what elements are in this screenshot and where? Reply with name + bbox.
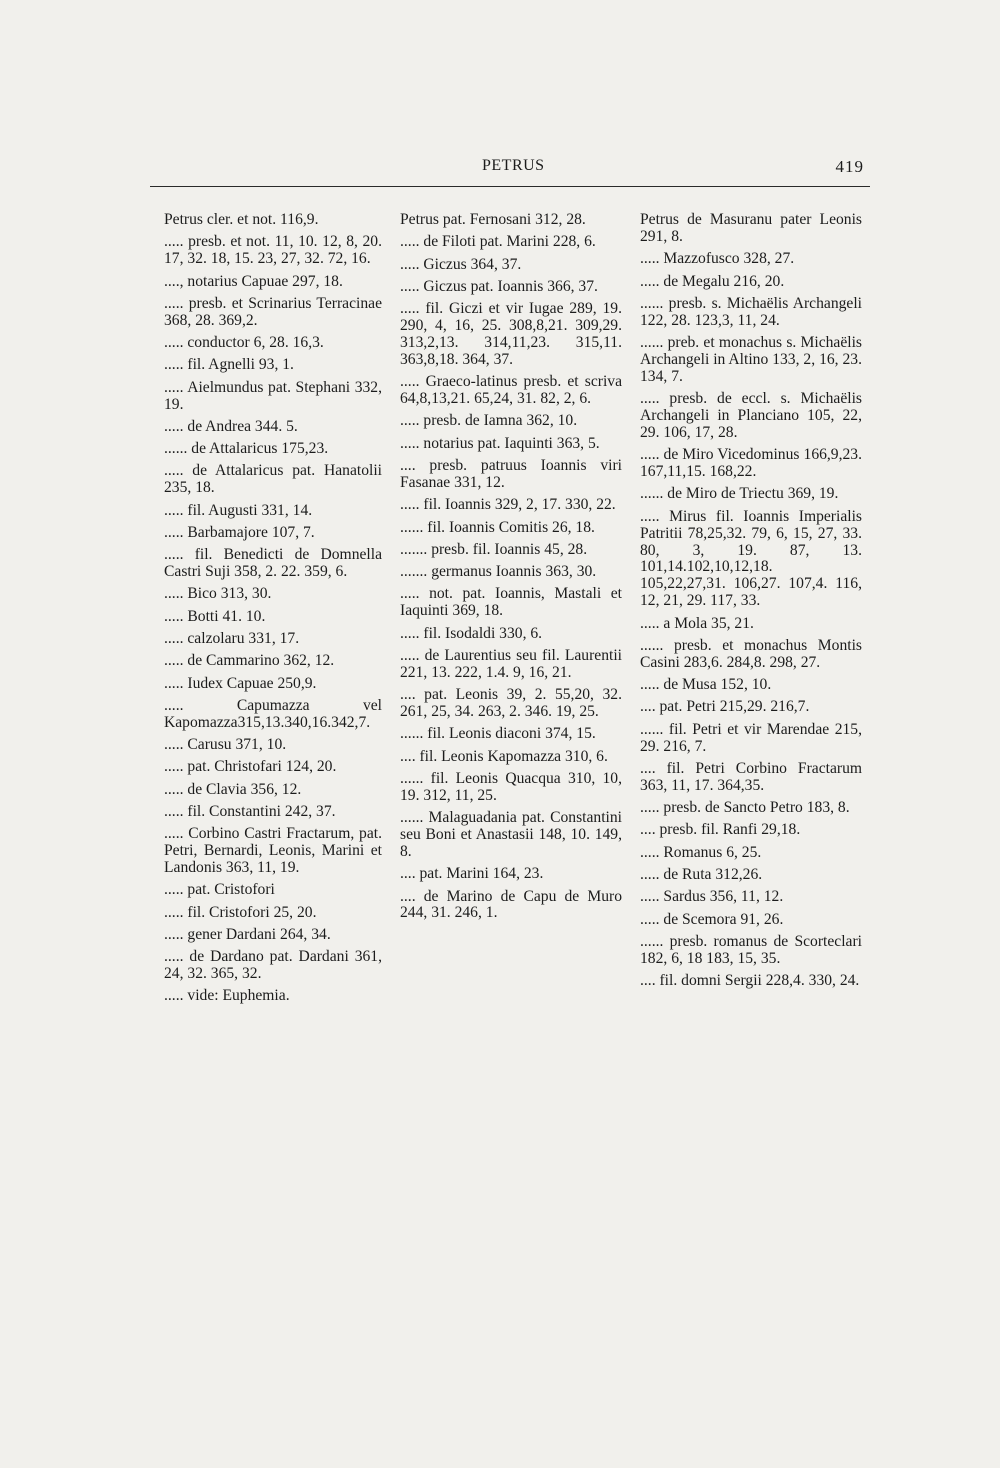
index-entry: ..... presb. de Iamna 362, 10. [400,412,578,430]
index-entry: Petrus cler. et not. 116,9. [164,211,319,228]
index-entry: ..... fil. Isodaldi 330, 6. [400,624,543,642]
index-entry: ...... fil. Ioannis Comitis 26, 18. [400,518,595,536]
index-entry: ....... germanus Ioannis 363, 30. [400,563,597,581]
index-entry: ..... Carusu 371, 10. [164,736,287,754]
index-entry: ..... de Dardano pat. Dardani 361, 24, 32. 365, 32. [164,948,386,983]
index-entry: ..... Aielmundus pat. Stephani 332, 19. [164,378,386,413]
index-entry: Petrus pat. Fernosani 312, 28. [400,211,586,228]
index-entry: ..... Bico 313, 30. [164,585,272,603]
index-entry: ..... de Miro Vicedominus 166,9,23. 167,11,15. 168,22. [640,446,866,481]
index-entry: .... pat. Marini 164, 23. [400,865,544,883]
index-entry: ..... de Megalu 216, 20. [640,272,785,290]
index-entry: ..... fil. Cristofori 25, 20. [164,903,317,921]
index-entry: ..... de Cammarino 362, 12. [164,652,335,670]
index-entry: .... fil. domni Sergii 228,4. 330, 24. [640,972,860,990]
index-entry: ..... vide: Euphemia. [164,987,290,1005]
index-entry: ..... Giczus 364, 37. [400,255,522,273]
index-entry: ..... Sardus 356, 11, 12. [640,888,784,906]
index-entry: ..... Mazzofusco 328, 27. [640,250,795,268]
index-entry: ..... Barbamajore 107, 7. [164,523,315,541]
index-entry: ...... presb. romanus de Scorteclari 182, 6, 18 183, 15, 35. [640,932,866,967]
index-entry: ..... Graeco-latinus presb. et scriva 64,8,13,21. 65,24, 31. 82, 2, 6. [400,373,626,408]
index-entry: ..... de Andrea 344. 5. [164,417,298,435]
index-entry: ..... calzolaru 331, 17. [164,629,300,647]
index-entry: .... de Marino de Capu de Muro 244, 31. 246, 1. [400,887,626,922]
index-entry: ...... de Attalaricus 175,23. [164,440,329,458]
index-entry: ....... presb. fil. Ioannis 45, 28. [400,540,588,558]
index-entry: .... fil. Leonis Kapomazza 310, 6. [400,747,608,765]
index-entry: ..... fil. Giczi et vir Iugae 289, 19. 290, 4, 16, 25. 308,8,21. 309,29. 313,2,13. 314,11,23. 315,11. 363,8,18. 364, 37. [400,300,626,368]
index-entry: ..... a Mola 35, 21. [640,614,754,632]
index-entry: ..... de Clavia 356, 12. [164,780,302,798]
index-entry: ..... presb. et not. 11, 10. 12, 8, 20. 17, 32. 18, 15. 23, 27, 32. 72, 16. [164,233,386,268]
index-column-3 [640,211,866,995]
index-entry: ..... Capumazza vel Kapomazza315,13.340,16.342,7. [164,696,386,731]
index-entry: ..... fil. Ioannis 329, 2, 17. 330, 22. [400,496,616,514]
index-entry: ..... presb. et Scrinarius Terracinae 368, 28. 369,2. [164,294,386,329]
index-entry: ..... conductor 6, 28. 16,3. [164,334,324,351]
index-entry: ...., notarius Capuae 297, 18. [164,272,343,290]
index-entry: ..... not. pat. Ioannis, Mastali et Iaquinti 369, 18. [400,585,626,620]
running-head: PETRUS [482,157,545,174]
index-entry: ..... presb. de eccl. s. Michaëlis Archangeli in Planciano 105, 22, 29. 106, 17, 28. [640,390,866,441]
index-entry: ..... fil. Benedicti de Domnella Castri Suji 358, 2. 22. 359, 6. [164,546,386,581]
index-entry: ..... de Attalaricus pat. Hanatolii 235, 18. [164,462,386,497]
index-entry: .... pat. Petri 215,29. 216,7. [640,698,810,716]
index-entry: ..... de Musa 152, 10. [640,676,772,694]
header-rule [150,186,870,187]
index-entry: .... fil. Petri Corbino Fractarum 363, 11, 17. 364,35. [640,759,866,794]
index-entry: ..... Botti 41. 10. [164,607,266,625]
page-number: 419 [835,157,864,176]
index-column-2 [400,211,626,928]
index-entry: ...... presb. et monachus Montis Casini 283,6. 284,8. 298, 27. [640,636,866,671]
index-entry: ..... gener Dardani 264, 34. [164,925,331,943]
index-entry: ..... Mirus fil. Ioannis Imperialis Patritii 78,25,32. 79, 6, 15, 27, 33. 80, 3, 19. 87, 13. 101,14.102,10,12,18. 105,22,27,31. 106,27. 107,4. 116, 12, 21, 29. 117, 33. [640,507,866,610]
index-entry: ..... Corbino Castri Fractarum, pat. Petri, Bernardi, Leonis, Marini et Landonis 363, 11, 19. [164,825,386,877]
index-entry: .... presb. patruus Ioannis viri Fasanae 331, 12. [400,457,626,491]
index-entry: ..... Romanus 6, 25. [640,843,762,861]
index-entry: ..... de Scemora 91, 26. [640,910,784,928]
index-entry: ...... fil. Leonis Quacqua 310, 10, 19. 312, 11, 25. [400,769,626,804]
index-entry: ..... presb. de Sancto Petro 183, 8. [640,799,850,817]
index-entry: ..... notarius pat. Iaquinti 363, 5. [400,434,600,452]
index-entry: ...... Malaguadania pat. Constantini seu Boni et Anastasii 148, 10. 149, 8. [400,809,626,860]
index-entry: ..... fil. Constantini 242, 37. [164,802,336,820]
index-column-1 [164,211,386,1011]
index-entry: ...... fil. Leonis diaconi 374, 15. [400,725,596,743]
index-entry: ...... fil. Petri et vir Marendae 215, 29. 216, 7. [640,720,866,755]
index-entry: .... presb. fil. Ranfi 29,18. [640,821,801,839]
index-entry: ..... de Laurentius seu fil. Laurentii 221, 13. 222, 1.4. 9, 16, 21. [400,646,626,681]
index-entry: ..... fil. Agnelli 93, 1. [164,356,294,374]
index-entry: .... pat. Leonis 39, 2. 55,20, 32. 261, 25, 34. 263, 2. 346. 19, 25. [400,686,626,720]
index-entry: ...... preb. et monachus s. Michaëlis Archangeli in Altino 133, 2, 16, 23. 134, 7. [640,334,866,385]
index-entry: Petrus de Masuranu pater Leonis 291, 8. [640,211,866,245]
index-entry: ..... pat. Cristofori [164,881,275,899]
index-entry: ..... Giczus pat. Ioannis 366, 37. [400,277,598,295]
index-entry: ...... presb. s. Michaëlis Archangeli 122, 28. 123,3, 11, 24. [640,294,866,329]
index-entry: ..... Iudex Capuae 250,9. [164,674,317,692]
index-entry: ...... de Miro de Triectu 369, 19. [640,485,839,503]
index-entry: ..... de Filoti pat. Marini 228, 6. [400,233,596,251]
index-entry: ..... de Ruta 312,26. [640,865,763,883]
index-entry: ..... fil. Augusti 331, 14. [164,501,313,519]
index-entry: ..... pat. Christofari 124, 20. [164,758,337,776]
